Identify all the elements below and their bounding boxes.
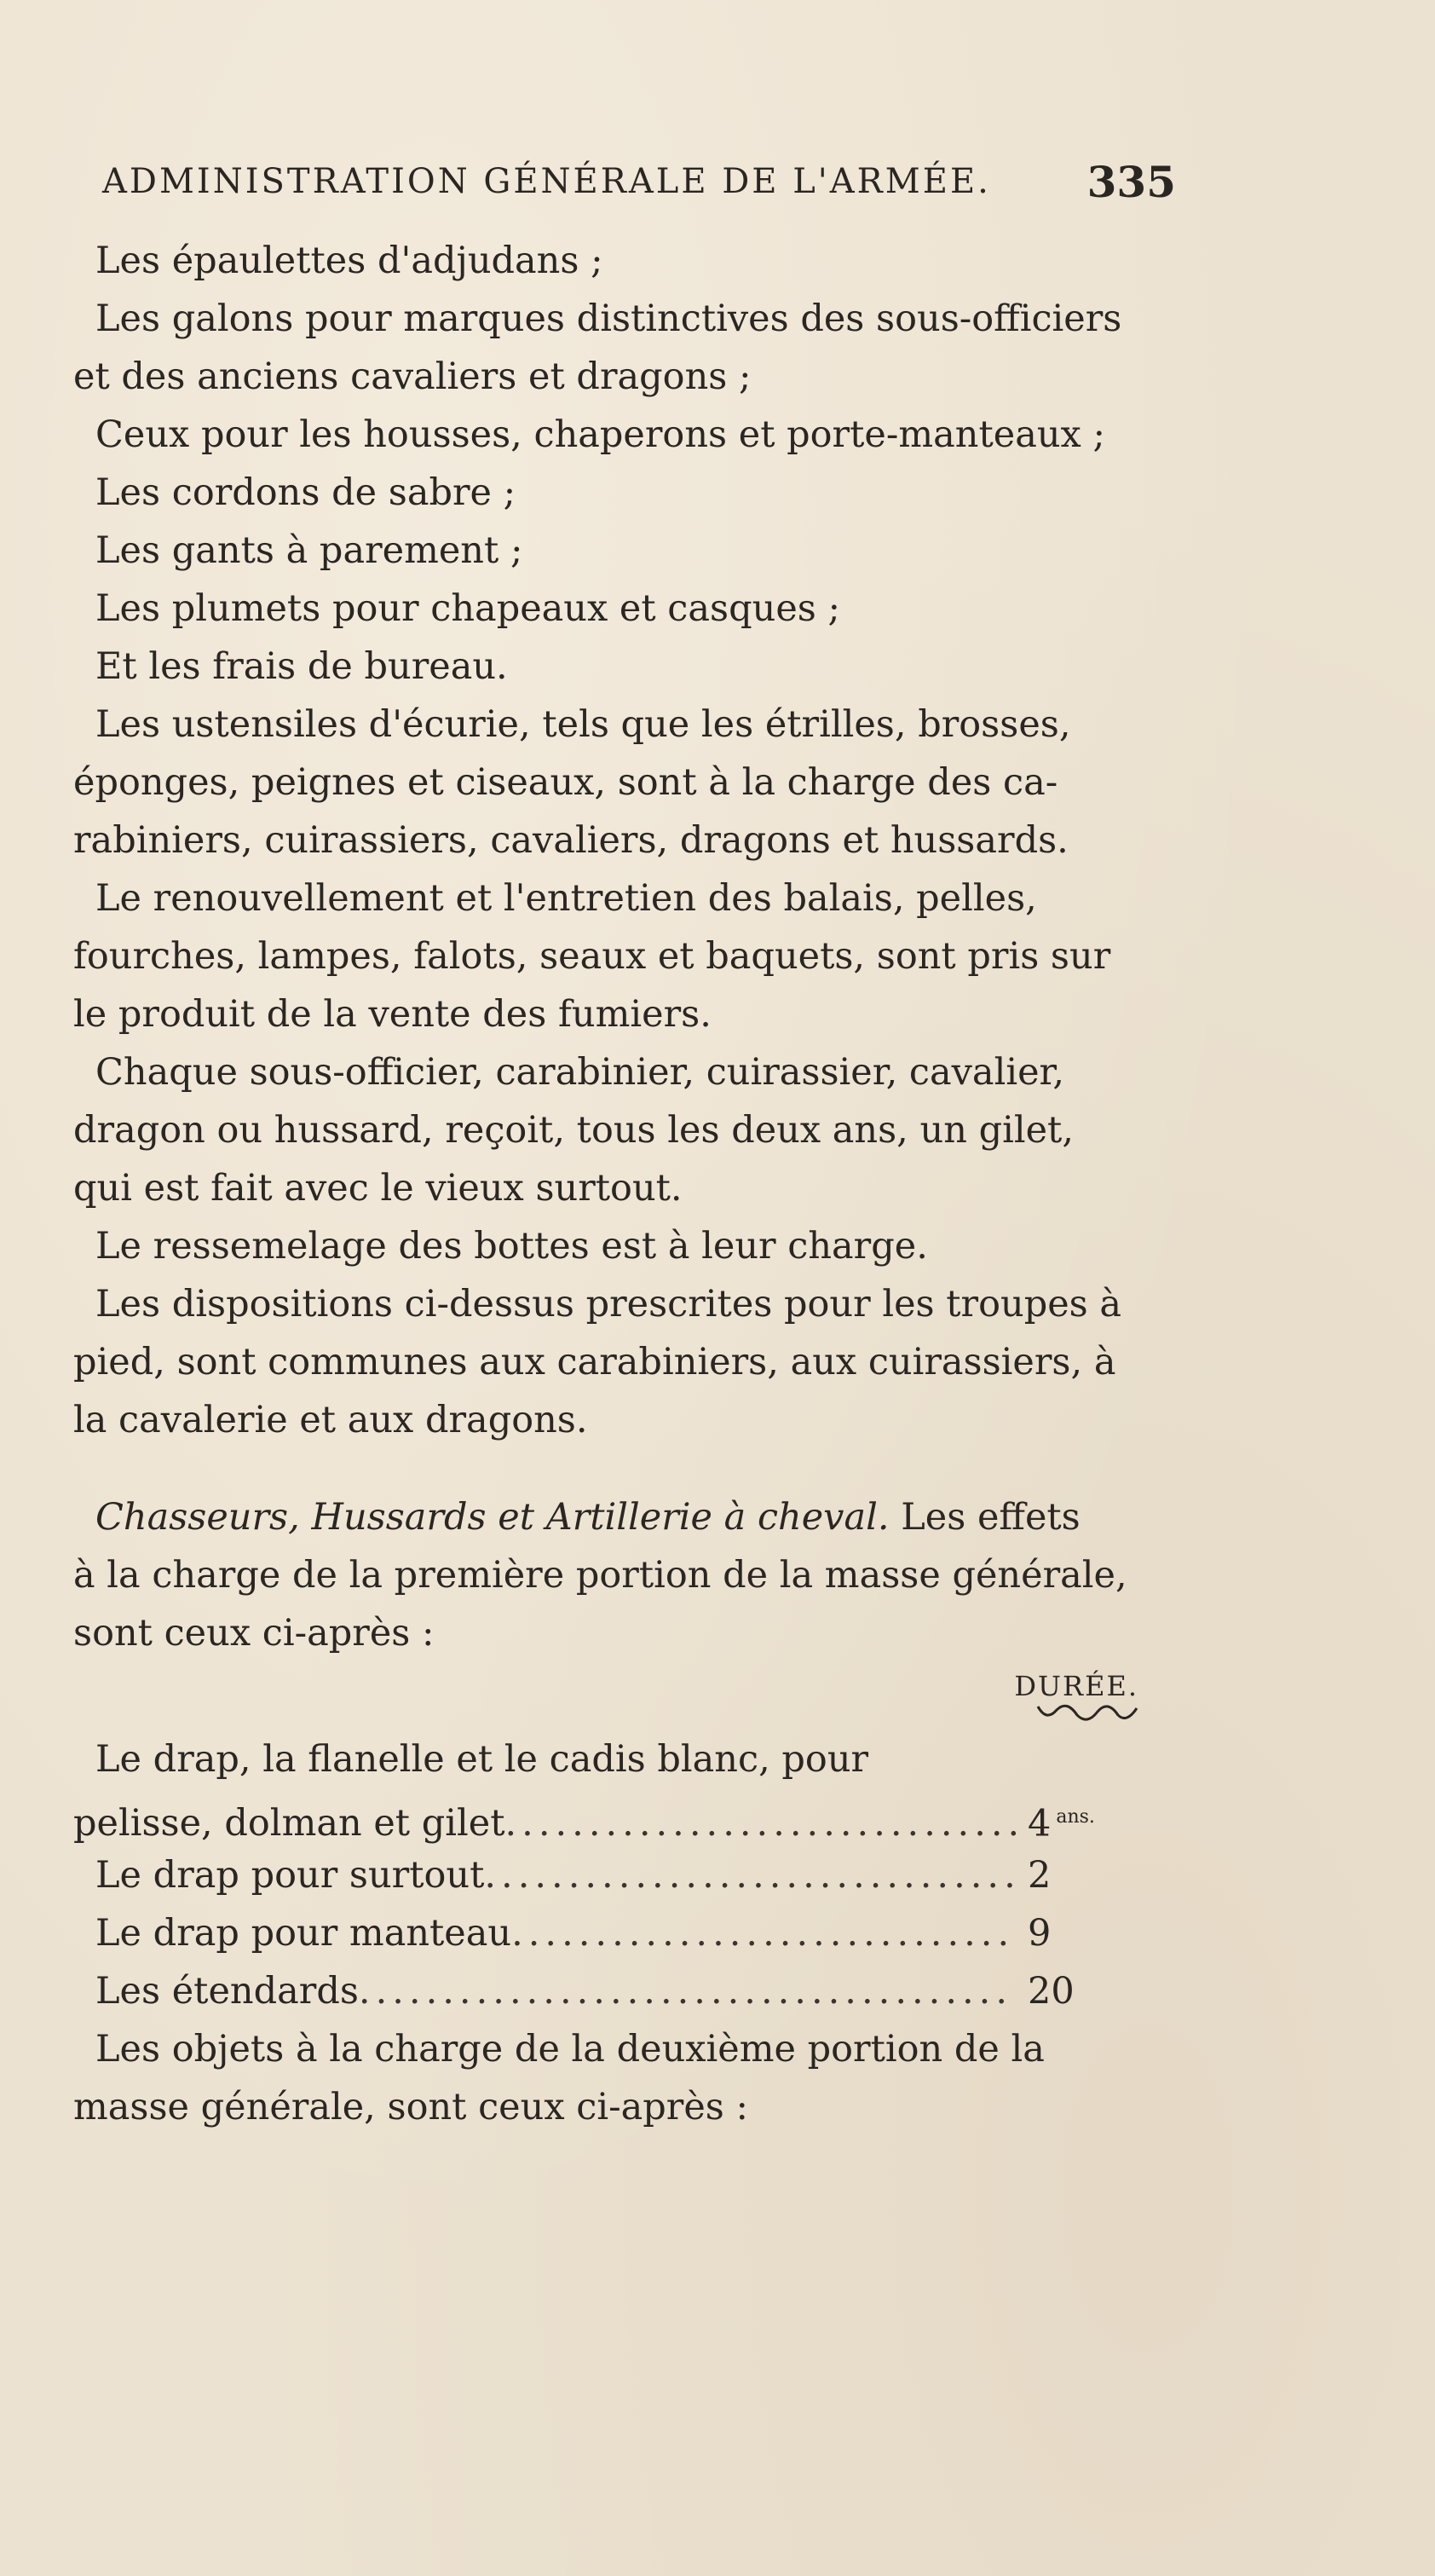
leader-dots bbox=[359, 1962, 1016, 2020]
chasseurs-line-1-rest: Les effets bbox=[889, 1496, 1081, 1539]
top-paragraphs bbox=[73, 232, 1181, 1449]
chasseurs-line-2: à la charge de la première portion de la masse générale, bbox=[73, 1554, 1127, 1597]
paragraph-line: Les galons pour marques distinctives des sous-officiers bbox=[95, 297, 1122, 340]
running-title: ADMINISTRATION GÉNÉRALE DE L'ARMÉE. bbox=[102, 162, 991, 201]
table-row bbox=[73, 1904, 1147, 1962]
section-gap bbox=[73, 1449, 1181, 1488]
paragraph-line: Chaque sous-officier, carabinier, cuirassier, cavalier, bbox=[95, 1051, 1065, 1094]
table-row bbox=[73, 1962, 1147, 2020]
table-rows bbox=[73, 1788, 1147, 2020]
paragraph-line: dragon ou hussard, reçoit, tous les deux ans, un gilet, bbox=[73, 1109, 1074, 1152]
paragraph-line: Ceux pour les housses, chaperons et porte-manteaux ; bbox=[95, 413, 1105, 456]
chasseurs-heading: Chasseurs, Hussards et Artillerie à cheval. bbox=[95, 1496, 890, 1539]
chasseurs-line-3: sont ceux ci-après : bbox=[73, 1612, 435, 1655]
duration-value: 2 bbox=[1028, 1854, 1052, 1897]
duration-value: 4 bbox=[1028, 1802, 1052, 1845]
table-row bbox=[73, 1788, 1147, 1846]
duration-table bbox=[73, 1730, 1147, 2020]
paragraph-line: la cavalerie et aux dragons. bbox=[73, 1399, 588, 1441]
paragraph-line: Les gants à parement ; bbox=[95, 529, 523, 572]
table-row-label: Le drap pour surtout bbox=[95, 1854, 485, 1897]
paragraph-line: et des anciens cavaliers et dragons ; bbox=[73, 355, 752, 398]
table-first-row-line-1: Le drap, la flanelle et le cadis blanc, pour bbox=[95, 1738, 869, 1781]
final-paragraph-line: Les objets à la charge de la deuxième portion de la bbox=[95, 2028, 1045, 2071]
paragraph-line: rabiniers, cuirassiers, cavaliers, dragons et hussards. bbox=[73, 819, 1069, 862]
leader-dots bbox=[511, 1904, 1016, 1962]
paragraph-line: Les épaulettes d'adjudans ; bbox=[95, 240, 603, 282]
paragraph-line: Les plumets pour chapeaux et casques ; bbox=[95, 587, 840, 630]
duree-ornament bbox=[73, 1705, 1181, 1730]
table-row-label: pelisse, dolman et gilet bbox=[73, 1802, 505, 1845]
leader-dots bbox=[505, 1794, 1017, 1846]
paragraph-line: qui est fait avec le vieux surtout. bbox=[73, 1167, 683, 1210]
duration-unit: ans. bbox=[1056, 1806, 1095, 1828]
paragraph-line: Le ressemelage des bottes est à leur charge. bbox=[95, 1225, 928, 1268]
duree-label: DURÉE. bbox=[1014, 1670, 1138, 1702]
paragraph-line: Le renouvellement et l'entretien des balais, pelles, bbox=[95, 877, 1037, 920]
table-row-duration bbox=[1016, 1904, 1147, 1962]
table-row-duration bbox=[1016, 1846, 1147, 1904]
final-paragraph bbox=[73, 2020, 1181, 2136]
paragraph-line: Les cordons de sabre ; bbox=[95, 471, 516, 514]
table-row-duration bbox=[1016, 1962, 1147, 2020]
table-row-label: Le drap pour manteau bbox=[95, 1912, 512, 1955]
paragraph-line: Les ustensiles d'écurie, tels que les étrilles, brosses, bbox=[95, 703, 1071, 746]
final-paragraph-line: masse générale, sont ceux ci-après : bbox=[73, 2086, 748, 2128]
duration-value: 20 bbox=[1028, 1970, 1075, 2013]
table-row-label: Les étendards bbox=[95, 1970, 359, 2013]
paragraph-line: éponges, peignes et ciseaux, sont à la charge des ca- bbox=[73, 761, 1058, 804]
table-row-duration bbox=[1016, 1788, 1147, 1846]
table-row bbox=[73, 1846, 1147, 1904]
paragraph-line: Les dispositions ci-dessus prescrites pour les troupes à bbox=[95, 1283, 1122, 1326]
paragraph-line: fourches, lampes, falots, seaux et baquets, sont pris sur bbox=[73, 935, 1111, 978]
paragraph-line: Et les frais de bureau. bbox=[95, 645, 508, 688]
ornament-squiggle-icon bbox=[1036, 1701, 1138, 1727]
chasseurs-line-1 bbox=[73, 1488, 1181, 1546]
page-header bbox=[102, 157, 1176, 222]
paragraph-line: pied, sont communes aux carabiniers, aux cuirassiers, à bbox=[73, 1341, 1116, 1383]
page-number: 335 bbox=[1086, 157, 1176, 207]
duration-value: 9 bbox=[1028, 1912, 1052, 1955]
body-text bbox=[73, 232, 1181, 2136]
leader-dots bbox=[484, 1846, 1016, 1904]
paragraph-line: le produit de la vente des fumiers. bbox=[73, 993, 712, 1036]
